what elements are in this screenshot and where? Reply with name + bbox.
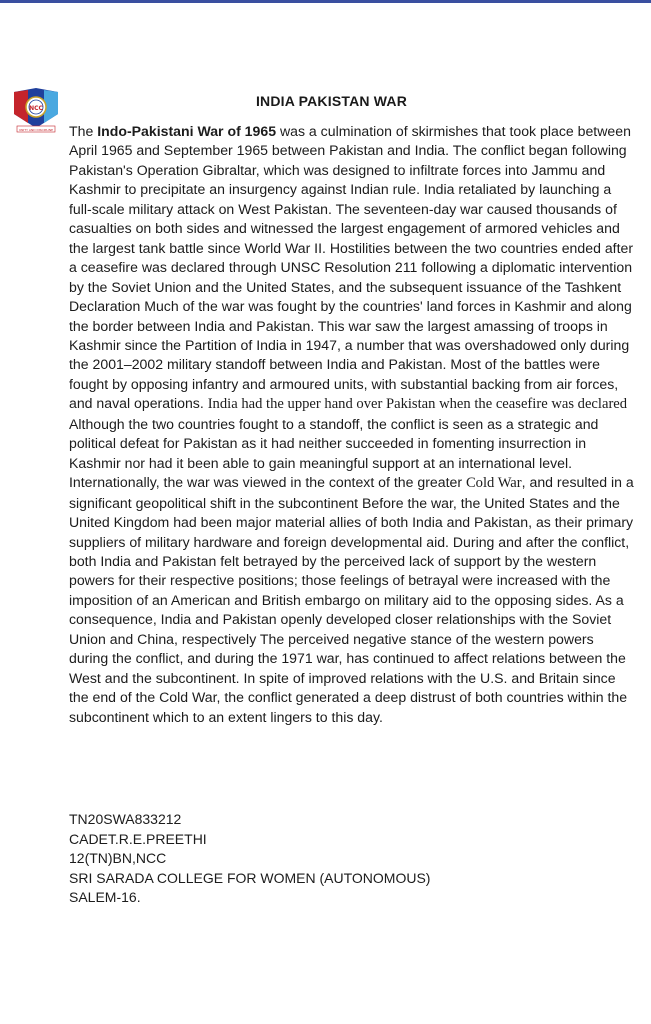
text-segment: was a culmination of	[276, 123, 412, 139]
link-text-segment: India	[414, 142, 446, 159]
document-body	[69, 122, 635, 727]
link-text-segment: armoured	[269, 375, 330, 392]
text-segment: Internationally, the war was viewed in the context of the greater	[69, 474, 466, 491]
cadet-name: CADET.R.E.PREETHI	[69, 830, 207, 847]
document-title: INDIA PAKISTAN WAR	[255, 93, 408, 109]
svg-text:UNITY AND DISCIPLINE: UNITY AND DISCIPLINE	[18, 127, 54, 132]
link-text-segment: Operation Gibraltar	[136, 161, 256, 178]
paragraph-1	[69, 122, 635, 473]
text-segment: Much of the war was fought by the countries' land forces in	[140, 298, 515, 315]
text-segment: . The conflict began following Pakistan's	[69, 142, 627, 178]
cadet-id: TN20SWA833212	[69, 811, 182, 827]
top-accent-bar	[0, 0, 651, 3]
link-text-segment: Pakistan	[329, 142, 384, 159]
city-name: SALEM-16.	[69, 889, 141, 906]
serif-text-segment: Cold War	[465, 475, 522, 492]
text-segment: Although the two countries fought to a standoff, the conflict is seen as a strategic and political defeat for Pakistan as it had neither succeeded in fomenting insurrection in Kashmir nor had it been able to gain meaningful support at an international level.	[69, 415, 599, 471]
text-segment: and	[238, 375, 270, 392]
unit-name: 12(TN)BN,NCC	[69, 850, 167, 867]
link-text-segment: infantry	[192, 375, 239, 392]
link-text-segment: United States	[246, 278, 331, 295]
text-segment: and along the	[69, 298, 632, 334]
svg-text:NCC: NCC	[29, 105, 43, 112]
link-text-segment: Soviet Union	[111, 278, 192, 295]
link-text-segment: UNSC Resolution 211	[280, 259, 418, 276]
text-segment: and the	[191, 278, 247, 295]
paragraph-2	[69, 473, 635, 727]
bold-text-segment: Indo-Pakistani War of 1965	[97, 123, 277, 139]
text-segment: between India and Pakistan. Most of the battles were fought by opposing	[69, 356, 600, 392]
link-text-segment: skirmishes	[411, 123, 479, 139]
link-text-segment: border	[92, 317, 134, 334]
text-segment: following a diplomatic intervention by the	[69, 259, 633, 295]
link-text-segment: Partition of India	[184, 336, 287, 353]
link-text-segment: 2001–2002 military standoff	[92, 356, 266, 373]
text-segment: . The seventeen-day war caused thousands of casualties on both sides and witnessed the largest engagement of armored vehicles and the largest tank battle since World War II. Hostilities between the two countries ended after a ceasefire was declared through	[69, 200, 634, 276]
link-text-segment: Kashmir	[514, 298, 567, 315]
text-segment: and	[383, 142, 415, 159]
text-segment: , and resulted in a significant geopolitical shift in the subcontinent Before the war, the United States and the United Kingdom had been major material allies of both India and Pakistan, as their primary suppliers of military hardware and foreign developmental aid. During and after the conflict, both India and Pakistan felt betrayed by the perceived lack of support by the western powers for their respective positions; those feelings of betrayal were increased with the imposition of an American and British embargo on military aid to the opposing sides. As a consequence, India and Pakistan openly developed closer relationships with the Soviet Union and China, respectively The perceived negative stance of the western powers during the conflict, and during the 1971 war, has continued to affect relations between the West and the subcontinent. In spite of improved relations with the U.S. and Britain since the end of the Cold War, the conflict generated a deep distrust of both countries within the subcontinent which to an extent lingers to this day.	[69, 474, 634, 725]
signature-block	[69, 810, 629, 908]
text-segment: , and the subsequent issuance of the	[330, 278, 565, 295]
text-segment: between India and Pakistan. This war saw the largest amassing of troops in Kashmir since the	[69, 317, 608, 353]
text-segment: in 1947, a number that was overshadowed only during the	[69, 336, 630, 373]
text-segment: that took place between April 1965 and September 1965 between	[69, 123, 631, 159]
text-segment: to precipitate an insurgency against Indian rule. India retaliated by launching a full-scale military attack on	[69, 181, 612, 217]
link-text-segment: Jammu and Kashmir	[69, 161, 606, 198]
text-segment: , which was designed to infiltrate forces into	[255, 161, 532, 178]
college-name: SRI SARADA COLLEGE FOR WOMEN (AUTONOMOUS)	[69, 869, 431, 886]
link-text-segment: West Pakistan	[238, 200, 329, 217]
link-text-segment: Tashkent Declaration	[69, 278, 622, 315]
text-segment: The	[69, 123, 98, 139]
text-segment: units, with substantial backing from air forces, and naval operations.	[69, 375, 619, 412]
serif-text-segment: India had the upper hand over Pakistan when the ceasefire was declared	[207, 396, 628, 413]
